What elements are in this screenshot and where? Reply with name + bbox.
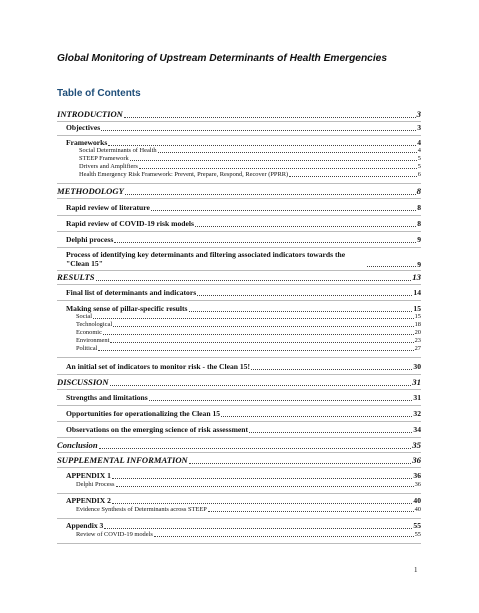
toc-divider — [57, 198, 421, 199]
toc-entry-label: Frameworks — [66, 138, 108, 147]
toc-leader — [221, 416, 412, 417]
toc-entry-label: Opportunities for operationalizing the Clean 15 — [66, 409, 221, 418]
toc-divider — [57, 389, 421, 390]
toc-entry-label: Drivers and Amplifiers — [79, 163, 138, 170]
toc-entry-social[interactable] — [57, 314, 421, 320]
toc-entry-label: Social Determinants of Health — [79, 147, 157, 154]
toc-entry-label: Economic — [76, 329, 102, 336]
toc-entry-page: 5 — [417, 155, 421, 162]
toc-divider — [57, 421, 421, 422]
toc-entry-results[interactable] — [57, 273, 421, 282]
toc-entry-page: 35 — [412, 440, 421, 450]
toc-entry-methodology[interactable] — [57, 187, 421, 196]
toc-entry-page: 4 — [417, 147, 421, 154]
toc-leader — [101, 130, 416, 131]
toc-heading: Table of Contents — [57, 88, 141, 99]
toc-divider — [57, 231, 421, 232]
toc-entry-label: Social — [76, 313, 92, 320]
toc-entry-label: RESULTS — [57, 272, 95, 283]
toc-entry-label: Technological — [76, 321, 113, 328]
toc-divider — [57, 467, 421, 468]
toc-entry-label: Delphi process — [66, 235, 114, 244]
toc-entry-page: 5 — [417, 163, 421, 170]
toc-entry-page: 8 — [416, 186, 421, 196]
toc-divider — [57, 405, 421, 406]
toc-entry-page: 8 — [417, 219, 421, 228]
toc-entry-covid-models[interactable] — [57, 532, 421, 538]
toc-entry-page: 20 — [414, 329, 421, 336]
toc-entry-final-list[interactable] — [57, 289, 421, 297]
toc-leader — [124, 117, 416, 118]
toc-entry-label: Delphi Process — [76, 481, 115, 488]
toc-entry-page: 27 — [414, 345, 421, 352]
toc-entry-page: 40 — [414, 506, 421, 513]
toc-leader — [108, 145, 416, 146]
toc-leader — [195, 226, 416, 227]
toc-entry-appendix-2[interactable] — [57, 497, 421, 505]
toc-entry-page: 4 — [417, 138, 421, 147]
toc-entry-pprr-framework[interactable] — [57, 172, 421, 178]
toc-divider — [57, 437, 421, 438]
toc-leader — [251, 369, 412, 370]
toc-entry-steep-framework[interactable] — [57, 156, 421, 162]
toc-leader — [112, 478, 412, 479]
toc-entry-opportunities[interactable] — [57, 410, 421, 418]
toc-entry-label: Evidence Synthesis of Determinants across STEEP — [76, 506, 207, 513]
toc-entry-page: 8 — [417, 203, 421, 212]
toc-entry-label: Conclusion — [57, 440, 98, 451]
toc-leader — [114, 242, 416, 243]
toc-entry-environment[interactable] — [57, 338, 421, 344]
toc-divider — [57, 121, 421, 122]
toc-entry-label: STEEP Framework — [79, 155, 129, 162]
toc-divider — [57, 247, 421, 248]
toc-leader — [151, 210, 416, 211]
toc-entry-label: Making sense of pillar-specific results — [66, 304, 188, 313]
toc-entry-label: Process of identifying key determinants and filtering associated indicators towards the "Clean 15" — [66, 250, 346, 269]
toc-leader — [154, 536, 414, 537]
toc-leader — [112, 503, 412, 504]
toc-entry-label: An initial set of indicators to monitor risk - the Clean 15! — [66, 362, 251, 371]
toc-entry-label: APPENDIX 1 — [66, 471, 111, 480]
toc-divider — [57, 300, 421, 301]
toc-entry-page: 14 — [413, 288, 421, 297]
toc-entry-discussion[interactable] — [57, 378, 421, 387]
page-number: 1 — [414, 566, 418, 574]
toc-entry-label: METHODOLOGY — [57, 186, 124, 197]
toc-entry-pillar-results[interactable] — [57, 305, 421, 313]
toc-entry-label: Objectives — [66, 123, 101, 132]
toc-entry-clean-15-process[interactable] — [57, 250, 421, 268]
toc-entry-page: 6 — [417, 171, 421, 178]
toc-entry-label: Final list of determinants and indicators — [66, 288, 197, 297]
toc-leader — [96, 280, 412, 281]
toc-divider — [57, 452, 421, 453]
toc-entry-delphi-appendix[interactable] — [57, 482, 421, 488]
toc-entry-political[interactable] — [57, 346, 421, 352]
toc-entry-label: Appendix 3 — [66, 521, 104, 530]
toc-entry-page: 3 — [416, 109, 421, 119]
toc-entry-label: Environment — [76, 337, 110, 344]
document-title: Global Monitoring of Upstream Determinants of Health Emergencies — [57, 53, 388, 64]
toc-entry-page: 3 — [417, 123, 421, 132]
toc-entry-page: 9 — [417, 259, 421, 269]
toc-entry-page: 30 — [413, 362, 421, 371]
toc-leader — [249, 432, 412, 433]
toc-entry-page: 9 — [417, 235, 421, 244]
toc-entry-label: Rapid review of literature — [66, 203, 150, 212]
toc-entry-label: Health Emergency Risk Framework: Prevent, Prepare, Respond, Recover (PPRR) — [79, 171, 289, 178]
toc-divider — [57, 357, 421, 358]
toc-entry-clean-15-set[interactable] — [57, 363, 421, 371]
toc-entry-rapid-review-covid[interactable] — [57, 220, 421, 228]
toc-divider — [57, 183, 421, 184]
toc-entry-page: 55 — [414, 531, 421, 538]
toc-entry-appendix-3[interactable] — [57, 522, 421, 530]
toc-entry-label: Strengths and limitations — [66, 393, 148, 402]
toc-entry-label: APPENDIX 2 — [66, 496, 111, 505]
toc-entry-evidence-synthesis[interactable] — [57, 507, 421, 513]
toc-leader — [197, 295, 412, 296]
toc-entry-page: 40 — [413, 496, 421, 505]
toc-leader — [110, 385, 412, 386]
toc-leader — [189, 311, 413, 312]
toc-entry-page: 55 — [413, 521, 421, 530]
toc-entry-page: 15 — [413, 304, 421, 313]
toc-entry-page: 36 — [414, 481, 421, 488]
toc-entry-page: 23 — [414, 337, 421, 344]
toc-leader — [110, 342, 413, 343]
toc-leader — [98, 350, 413, 351]
toc-entry-introduction[interactable] — [57, 110, 421, 119]
toc-leader — [139, 168, 417, 169]
toc-entry-label: INTRODUCTION — [57, 109, 123, 120]
toc-leader — [130, 160, 417, 161]
toc-entry-page: 18 — [414, 321, 421, 328]
toc-entry-page: 36 — [413, 471, 421, 480]
toc-entry-page: 15 — [414, 313, 421, 320]
toc-leader — [103, 334, 414, 335]
toc-leader — [158, 152, 417, 153]
toc-divider — [57, 284, 421, 285]
toc-entry-objectives[interactable] — [57, 124, 421, 132]
toc-entry-frameworks[interactable] — [57, 139, 421, 147]
toc-divider — [57, 493, 421, 494]
toc-divider — [57, 543, 421, 544]
toc-leader — [367, 266, 416, 267]
toc-entry-label: Political — [76, 345, 98, 352]
toc-entry-rapid-review-literature[interactable] — [57, 204, 421, 212]
toc-entry-technological[interactable] — [57, 322, 421, 328]
toc-leader — [208, 511, 414, 512]
toc-leader — [104, 528, 412, 529]
toc-entry-supplemental[interactable] — [57, 456, 421, 465]
toc-entry-page: 31 — [413, 393, 421, 402]
toc-entry-drivers-amplifiers[interactable] — [57, 164, 421, 170]
toc-divider — [57, 215, 421, 216]
toc-entry-delphi-process[interactable] — [57, 236, 421, 244]
toc-entry-strengths[interactable] — [57, 394, 421, 402]
toc-entry-observations[interactable] — [57, 426, 421, 434]
toc-divider — [57, 374, 421, 375]
toc-divider — [57, 135, 421, 136]
toc-leader — [113, 326, 414, 327]
toc-entry-label: Observations on the emerging science of risk assessment — [66, 425, 249, 434]
toc-entry-page: 32 — [413, 409, 421, 418]
toc-entry-appendix-1[interactable] — [57, 472, 421, 480]
toc-leader — [125, 194, 416, 195]
toc-entry-economic[interactable] — [57, 330, 421, 336]
toc-leader — [149, 400, 413, 401]
toc-entry-label: Review of COVID-19 models — [76, 531, 153, 538]
toc-leader — [189, 463, 411, 464]
toc-divider — [57, 270, 421, 271]
toc-entry-social-determinants[interactable] — [57, 148, 421, 154]
toc-entry-page: 36 — [412, 455, 421, 465]
toc-leader — [99, 448, 412, 449]
toc-leader — [116, 486, 414, 487]
toc-entry-label: Rapid review of COVID-19 risk models — [66, 219, 194, 228]
toc-leader — [289, 176, 417, 177]
toc-entry-label: SUPPLEMENTAL INFORMATION — [57, 455, 188, 466]
toc-entry-page: 31 — [412, 377, 421, 387]
toc-entry-conclusion[interactable] — [57, 441, 421, 450]
toc-entry-label: DISCUSSION — [57, 377, 109, 388]
toc-leader — [93, 318, 414, 319]
toc-entry-page: 34 — [413, 425, 421, 434]
toc-divider — [57, 518, 421, 519]
toc-entry-page: 13 — [412, 272, 421, 282]
